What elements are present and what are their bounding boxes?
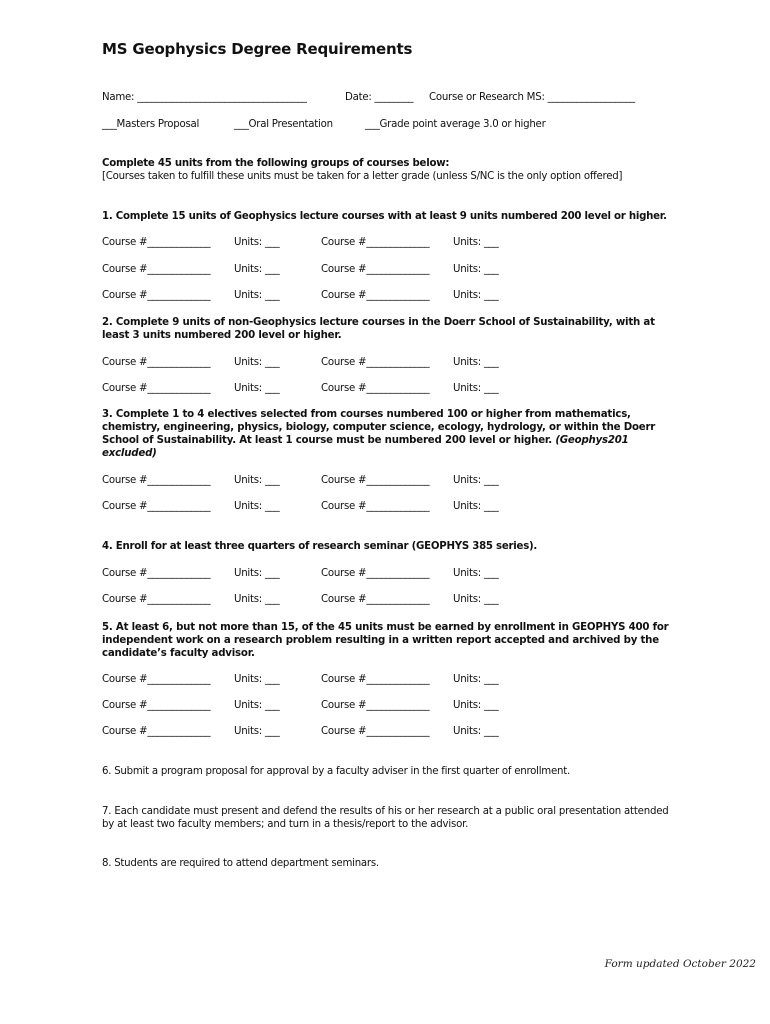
course-number-field[interactable]: Course #_____________ — [102, 726, 211, 737]
units-field[interactable]: Units: ___ — [234, 237, 280, 248]
units-field[interactable]: Units: ___ — [453, 290, 499, 301]
ms-type-field[interactable]: Course or Research MS: __________________ — [429, 92, 635, 103]
course-number-field[interactable]: Course #_____________ — [102, 290, 211, 301]
name-field[interactable]: Name: ___________________________________ — [102, 92, 307, 103]
course-number-field[interactable]: Course #_____________ — [102, 568, 211, 579]
course-number-field[interactable]: Course #_____________ — [321, 501, 430, 512]
course-number-field[interactable]: Course #_____________ — [321, 568, 430, 579]
units-field[interactable]: Units: ___ — [234, 475, 280, 486]
course-number-field[interactable]: Course #_____________ — [102, 594, 211, 605]
units-field[interactable]: Units: ___ — [234, 383, 280, 394]
units-field[interactable]: Units: ___ — [234, 501, 280, 512]
course-number-field[interactable]: Course #_____________ — [102, 383, 211, 394]
gpa-checkbox[interactable]: ___Grade point average 3.0 or higher — [365, 119, 546, 130]
course-number-field[interactable]: Course #_____________ — [321, 290, 430, 301]
units-field[interactable]: Units: ___ — [453, 357, 499, 368]
form-updated-note: Form updated October 2022 — [604, 958, 756, 970]
section-1-heading: 1. Complete 15 units of Geophysics lecture courses with at least 9 units numbered 200 level or higher. — [102, 211, 667, 222]
units-field[interactable]: Units: ___ — [453, 237, 499, 248]
intro-heading: Complete 45 units from the following groups of courses below: — [102, 158, 450, 169]
units-field[interactable]: Units: ___ — [234, 357, 280, 368]
course-number-field[interactable]: Course #_____________ — [102, 237, 211, 248]
page-title: MS Geophysics Degree Requirements — [102, 40, 413, 58]
course-number-field[interactable]: Course #_____________ — [102, 700, 211, 711]
units-field[interactable]: Units: ___ — [453, 594, 499, 605]
units-field[interactable]: Units: ___ — [453, 383, 499, 394]
intro-note: [Courses taken to fulfill these units must be taken for a letter grade (unless S/NC is the only option offered] — [102, 171, 623, 182]
course-number-field[interactable]: Course #_____________ — [321, 594, 430, 605]
section-5-heading: 5. At least 6, but not more than 15, of the 45 units must be earned by enrollment in GEOPHYS 400 for independent work on a research problem resulting in a written report accepted and archived by the candidate’s faculty advisor. — [102, 622, 669, 659]
units-field[interactable]: Units: ___ — [453, 501, 499, 512]
units-field[interactable]: Units: ___ — [234, 568, 280, 579]
course-number-field[interactable]: Course #_____________ — [102, 674, 211, 685]
course-number-field[interactable]: Course #_____________ — [321, 237, 430, 248]
units-field[interactable]: Units: ___ — [453, 475, 499, 486]
course-number-field[interactable]: Course #_____________ — [102, 357, 211, 368]
section-7-text: 7. Each candidate must present and defend the results of his or her research at a public oral presentation attended by at least two faculty members; and turn in a thesis/report to the advisor. — [102, 806, 669, 830]
section-2-heading: 2. Complete 9 units of non-Geophysics lecture courses in the Doerr School of Sustainability, with at least 3 units numbered 200 level or higher. — [102, 317, 655, 341]
oral-presentation-checkbox[interactable]: ___Oral Presentation — [234, 119, 333, 130]
course-number-field[interactable]: Course #_____________ — [102, 264, 211, 275]
course-number-field[interactable]: Course #_____________ — [321, 264, 430, 275]
units-field[interactable]: Units: ___ — [234, 674, 280, 685]
course-number-field[interactable]: Course #_____________ — [321, 674, 430, 685]
units-field[interactable]: Units: ___ — [453, 674, 499, 685]
units-field[interactable]: Units: ___ — [234, 700, 280, 711]
course-number-field[interactable]: Course #_____________ — [321, 726, 430, 737]
units-field[interactable]: Units: ___ — [234, 726, 280, 737]
course-number-field[interactable]: Course #_____________ — [321, 475, 430, 486]
section-3-text: 3. Complete 1 to 4 electives selected from courses numbered 100 or higher from mathematics, chemistry, engineering, physics, biology, computer science, ecology, hydrology, or within the Doerr School of Sustainability. At least 1 course must be numbered 200 level or higher. — [102, 409, 656, 446]
units-field[interactable]: Units: ___ — [234, 594, 280, 605]
course-number-field[interactable]: Course #_____________ — [321, 383, 430, 394]
course-number-field[interactable]: Course #_____________ — [102, 501, 211, 512]
units-field[interactable]: Units: ___ — [453, 568, 499, 579]
units-field[interactable]: Units: ___ — [453, 700, 499, 711]
section-8-text: 8. Students are required to attend department seminars. — [102, 858, 379, 869]
date-field[interactable]: Date: ________ — [345, 92, 414, 103]
units-field[interactable]: Units: ___ — [453, 264, 499, 275]
section-3-heading — [102, 408, 682, 460]
section-3-note: (Geophys201 excluded) — [102, 435, 629, 459]
units-field[interactable]: Units: ___ — [234, 290, 280, 301]
course-number-field[interactable]: Course #_____________ — [321, 357, 430, 368]
course-number-field[interactable]: Course #_____________ — [102, 475, 211, 486]
course-number-field[interactable]: Course #_____________ — [321, 700, 430, 711]
units-field[interactable]: Units: ___ — [234, 264, 280, 275]
units-field[interactable]: Units: ___ — [453, 726, 499, 737]
section-6-text: 6. Submit a program proposal for approval by a faculty adviser in the first quarter of enrollment. — [102, 766, 570, 777]
masters-proposal-checkbox[interactable]: ___Masters Proposal — [102, 119, 200, 130]
section-4-heading: 4. Enroll for at least three quarters of research seminar (GEOPHYS 385 series). — [102, 541, 538, 552]
